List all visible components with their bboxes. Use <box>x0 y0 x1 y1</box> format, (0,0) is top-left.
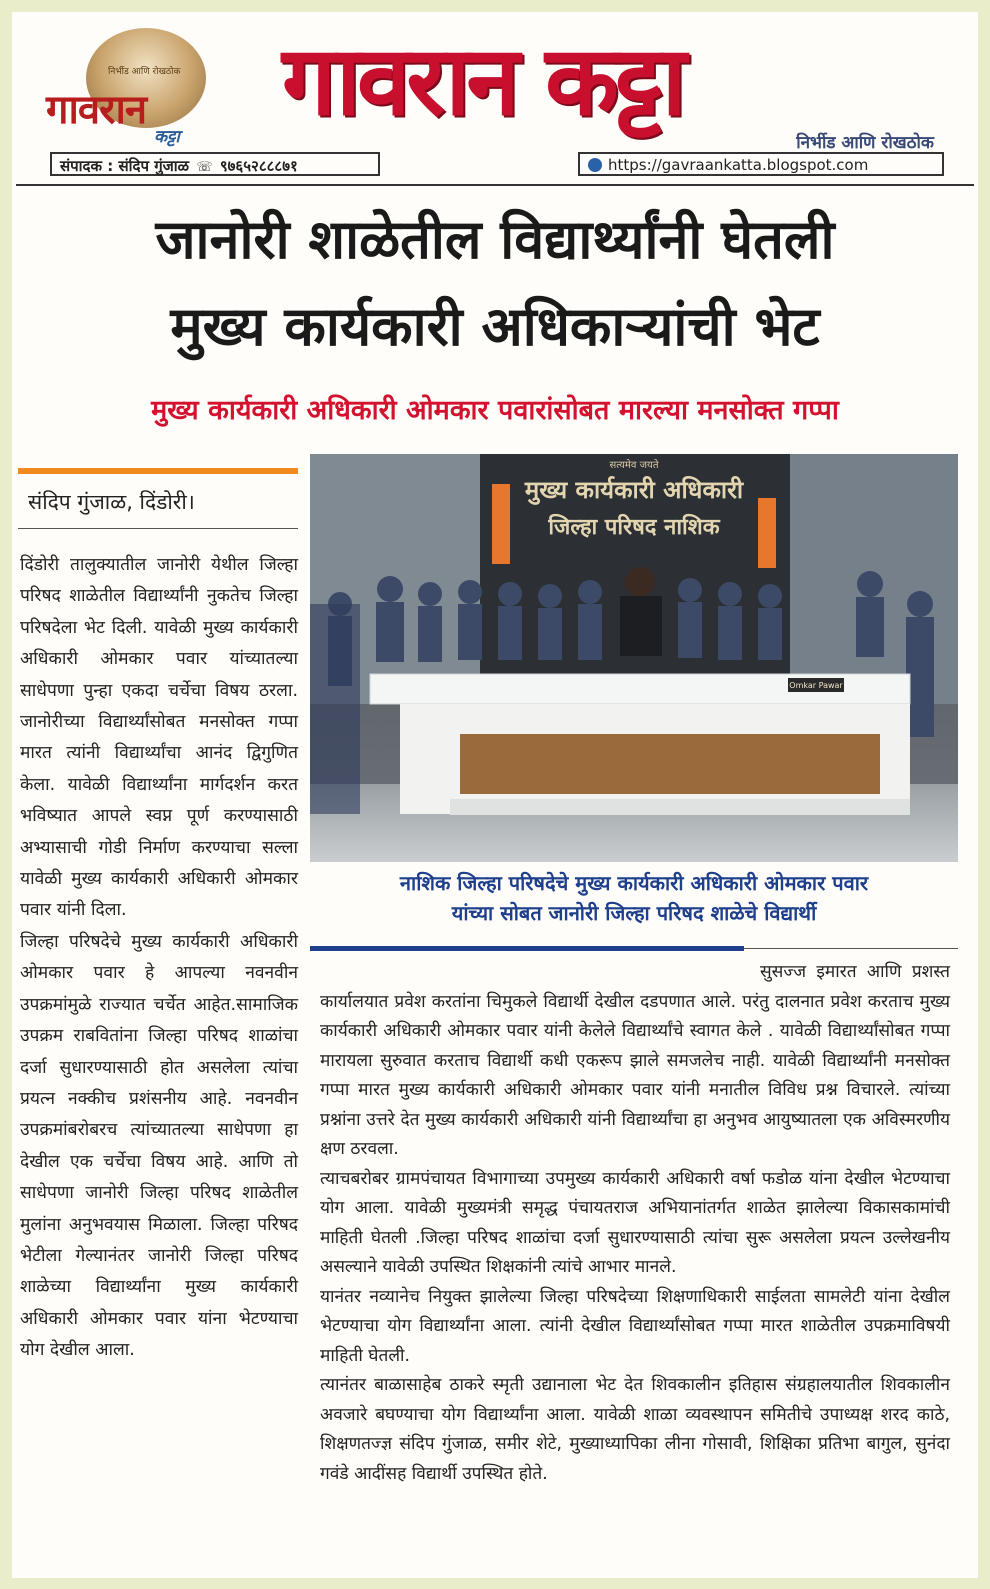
logo-word: गावरान <box>46 86 147 133</box>
wall-small-text: सत्यमेव जयते <box>609 460 659 471</box>
article-paragraph: जिल्हा परिषदेचे मुख्य कार्यकारी अधिकारी ओमकार पवार हे आपल्या नवनवीन उपक्रमांमुळे राज्यात चर्चेत आहेत.सामाजिक उपक्रम राबवितांना जिल्हा परिषद शाळांचा दर्जा सुधारण्यासाठी होत असलेला त्यांचा प्रयत्न नक्कीच प्रशंसनीय आहे. नवनवीन उपक्रमांबरोबरच त्यांच्यातल्या साधेपणा हा देखील एक चर्चेचा विषय आहे. आणि तो साधेपणा जानोरी जिल्हा परिषद शाळेतील मुलांना अनुभवयास मिळाला. जिल्हा परिषद भेटीला गेल्यानंतर जानोरी जिल्हा परिषद शाळेच्या विद्यार्थ्यांना मुख्य कार्यकारी अधिकारी ओमकार पवार यांना भेटण्याचा योग देखील आला. <box>20 931 298 1361</box>
caption-line-1: नाशिक जिल्हा परिषदेचे मुख्य कार्यकारी अधिकारी ओमकार पवार <box>399 871 869 895</box>
editor-name: संपादक : संदिप गुंजाळ <box>60 157 190 175</box>
byline-accent-bar <box>18 468 298 474</box>
headline-line-2: मुख्य कार्यकारी अधिकाऱ्यांची भेट <box>170 295 820 358</box>
office-photo-illustration <box>310 454 958 862</box>
article-paragraph: त्याचबरोबर ग्रामपंचायत विभागाच्या उपमुख्य कार्यकारी अधिकारी वर्षा फडोळ यांना देखील भेटण्याचा योग आला. यावेळी मुख्यमंत्री समृद्ध पंचायतराज अभियानांतर्गत शाळेत झालेल्या विकासकामांची माहिती घेतली .जिल्हा परिषद शाळांचा दर्जा सुधारण्यासाठी त्यांचा सुरू असलेला प्रयत्न उल्लेखनीय असल्याने यावेळी उपस्थित शिक्षकांनी त्यांचे आभार मानले. <box>320 1168 950 1277</box>
tagline: निर्भीड आणि रोखठोक <box>796 133 934 153</box>
wall-title-line-1: मुख्य कार्यकारी अधिकारी <box>524 476 744 504</box>
logo-small-text: निर्भीड आणि रोखठोक <box>108 67 181 77</box>
newspaper-logo <box>46 28 242 156</box>
nameplate-text: Omkar Pawar <box>789 681 843 690</box>
editor-info <box>50 152 380 176</box>
caption-line-2: यांच्या सोबत जानोरी जिल्हा परिषद शाळेचे विद्यार्थी <box>451 901 817 925</box>
article-body-column <box>320 958 950 1489</box>
article-paragraph: दिंडोरी तालुक्यातील जानोरी येथील जिल्हा परिषद शाळेतील विद्यार्थ्यांनी नुकतेच जिल्हा परिषदेला भेट दिली. यावेळी मुख्य कार्यकारी अधिकारी ओमकार पवार यांच्यातल्या साधेपणा पुन्हा एकदा चर्चेचा विषय ठरला. जानोरीच्या विद्यार्थ्यांसोबत मनसोक्त गप्पा मारत त्यांनी विद्यार्थ्यांचा आनंद द्विगुणित केला. यावेळी विद्यार्थ्यांना मार्गदर्शन करत भविष्यात आपले स्वप्न पूर्ण करण्यासाठी अभ्यासाची गोडी निर्माण करण्याचा सल्ला यावेळी मुख्य कार्यकारी अधिकारी ओमकार पवार यांनी दिला. <box>20 555 298 921</box>
subheadline: मुख्य कार्यकारी अधिकारी ओमकार पवारांसोबत मारल्या मनसोक्त गप्पा <box>151 395 839 426</box>
photo-caption <box>310 868 958 928</box>
byline: संदिप गुंजाळ, दिंडोरी। <box>28 490 195 514</box>
byline-divider <box>18 528 298 529</box>
header-divider <box>16 184 974 186</box>
url-text: https://gavraankatta.blogspot.com <box>608 156 869 174</box>
news-photo <box>310 454 958 862</box>
masthead-title: गावरान कट्टा <box>282 24 683 137</box>
phone-icon: ☏ <box>196 160 213 175</box>
globe-icon <box>588 158 602 172</box>
website-url[interactable] <box>578 152 944 176</box>
caption-divider-blue <box>310 946 744 951</box>
article-paragraph: सुसज्ज इमारत आणि प्रशस्त कार्यालयात प्रवेश करतांना चिमुकले विद्यार्थी देखील दडपणात आले. परंतु दालनात प्रवेश करताच मुख्य कार्यकारी अधिकारी ओमकार पवार यांनी केलेले विद्यार्थ्यांचे स्वागत केले . यावेळी विद्यार्थ्यांसोबत गप्पा मारायला सुरुवात करताच विद्यार्थी कधी एकरूप झाले समजलेच नाही. यावेळी विद्यार्थ्यांनी मनसोक्त गप्पा मारत मुख्य कार्यकारी अधिकारी ओमकार पवार यांनी मनातील विविध प्रश्न विचारले. त्यांच्या प्रश्नांना उत्तरे देत मुख्य कार्यकारी अधिकारी यांनी विद्यार्थ्यांचा हा अनुभव आयुष्यातला एक अविस्मरणीय क्षण ठरवला. <box>320 962 950 1159</box>
editor-phone: ९७६५२८८८७१ <box>219 157 298 175</box>
headline-line-1: जानोरी शाळेतील विद्यार्थ्यांनी घेतली <box>155 208 835 271</box>
masthead-header <box>12 12 978 192</box>
article-paragraph: यानंतर नव्यानेच नियुक्त झालेल्या जिल्हा परिषदेच्या शिक्षणाधिकारी साईलता सामलेटी यांना देखील भेटण्याचा योग विद्यार्थ्यांना आला. त्यांनी देखील विद्यार्थ्यांसोबत गप्पा मारत शाळेतील उपक्रमाविषयी माहिती घेतली. <box>320 1286 950 1366</box>
wall-title-line-2: जिल्हा परिषद नाशिक <box>548 515 720 540</box>
article-left-column <box>20 550 298 1367</box>
caption-divider-gray <box>744 948 958 949</box>
article-paragraph: त्यानंतर बाळासाहेब ठाकरे स्मृती उद्यानाला भेट देत शिवकालीन इतिहास संग्रहालयातील शिवकालीन अवजारे बघण्याचा योग विद्यार्थ्यांना आला. यावेळी शाळा व्यवस्थापन समितीचे उपाध्यक्ष शरद काठे, शिक्षणतज्ज्ञ संदिप गुंजाळ, समीर शेटे, मुख्याध्यापिका लीना गोसावी, शिक्षिका प्रतिभा बागुल, सुनंदा गवंडे आदींसह विद्यार्थी उपस्थित होते. <box>320 1375 950 1484</box>
newspaper-clipping <box>12 12 978 1578</box>
logo-sub: कट्टा <box>154 127 180 147</box>
